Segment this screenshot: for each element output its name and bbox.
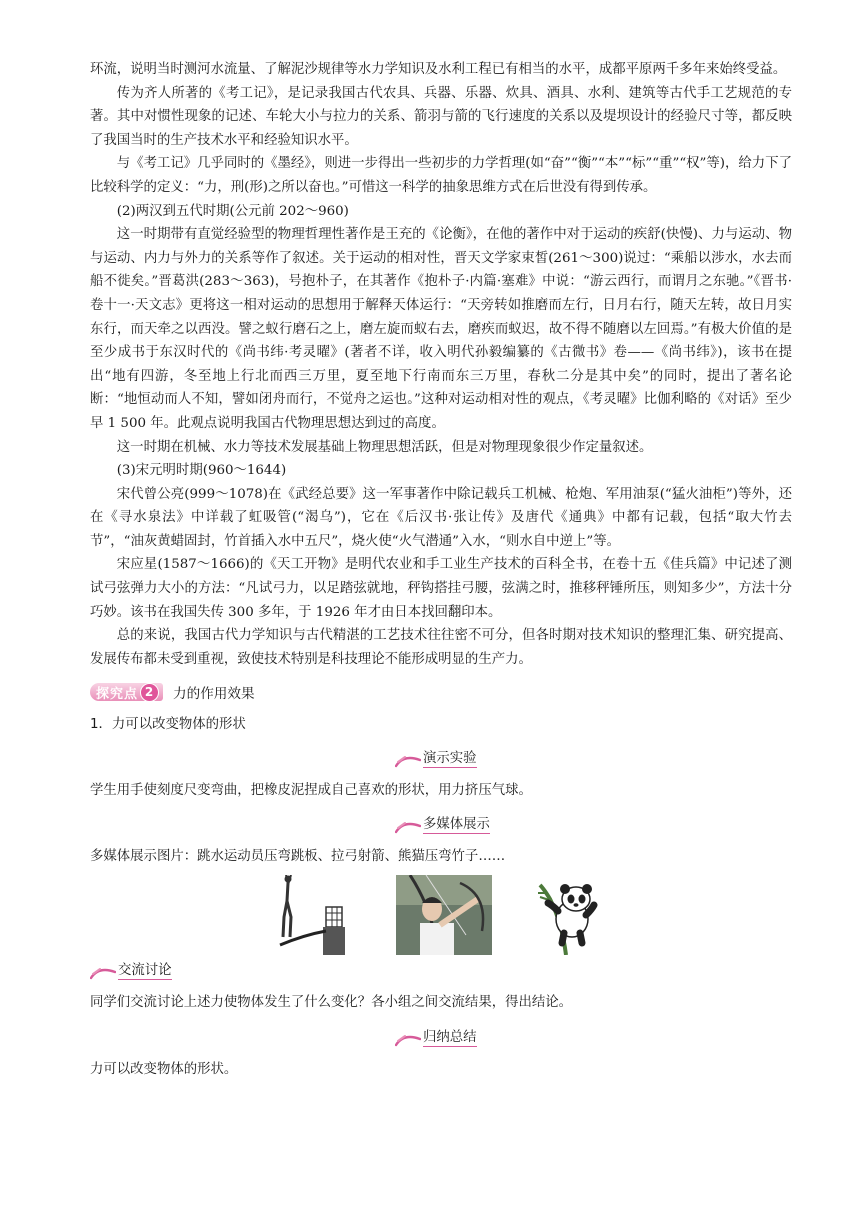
paragraph: (3)宋元明时期(960～1644) bbox=[116, 463, 287, 479]
section-label-media: 多媒体展示 bbox=[423, 817, 490, 833]
section-discuss bbox=[90, 963, 792, 989]
probe-badge-label: 探究点 bbox=[96, 686, 139, 702]
body-text bbox=[90, 58, 792, 671]
probe-number: 2 bbox=[140, 683, 159, 702]
section-summary bbox=[90, 1030, 792, 1056]
pen-icon bbox=[395, 1033, 421, 1047]
paragraph: 这一时期带有直觉经验型的物理哲理性著作是王充的《论衡》，在他的著作中对于运动的疾舒(快慢)、力与运动、物与运动、内力与外力的关系等作了叙述。关于运动的相对性，晋天文学家束皙(261～300)说过：“乘船以涉水，水去而船不徙矣。”晋葛洪(283～363)，号抱朴子，在其著作《抱朴子·内篇·塞难》中说：“游云西行，而谓月之东驰。”《晋书·卷十一·天文志》更将这一相对运动的思想用于解释天体运行：“天旁转如推磨而左行，日月右行，随天左转，故日月实东行，而天牵之以西没。譬之蚁行磨石之上，磨左旋而蚁右去，磨疾而蚁迟，故不得不随磨以左回焉。”有极大价值的是至少成书于东汉时代的《尚书纬·考灵曜》(著者不详，收入明代孙毅编纂的《古微书》卷——《尚书纬》)，该书在提出“地有四游，冬至地上行北而西三万里，夏至地下行南而东三万里，春秋二分是其中矣”的同时，提出了著名论断：“地恒动而人不知，譬如闭舟而行，不觉舟之运也。”这种对运动相对性的观点，《考灵曜》比伽利略的《对话》至少早 1 500 年。此观点说明我国古代物理思想达到过的高度。 bbox=[90, 227, 792, 431]
paragraph: 传为齐人所著的《考工记》，是记录我国古代农具、兵器、乐器、炊具、酒具、水利、建筑等古代手工艺规范的专著。其中对惯性现象的记述、车轮大小与拉力的关系、箭羽与箭的飞行速度的关系以及堤坝设计的经验尺寸等，都反映了我国当时的生产技术水平和经验知识水平。 bbox=[90, 85, 792, 148]
paragraph: (2)两汉到五代时期(公元前 202～960) bbox=[116, 203, 349, 219]
subheading: 1．力可以改变物体的形状 bbox=[90, 717, 246, 733]
paragraph: 环流，说明当时测河水流量、了解泥沙规律等水力学知识及水利工程已有相当的水平，成都平原两千多年来始终受益。 bbox=[90, 62, 787, 77]
demo-text: 学生用手使刻度尺变弯曲，把橡皮泥捏成自己喜欢的形状，用力挤压气球。 bbox=[90, 783, 532, 799]
section-label-discuss: 交流讨论 bbox=[118, 962, 172, 978]
media-text: 多媒体展示图片：跳水运动员压弯跳板、拉弓射箭、熊猫压弯竹子…… bbox=[90, 849, 506, 865]
section-demo bbox=[90, 751, 792, 777]
document-page bbox=[90, 58, 792, 1082]
section-media bbox=[90, 817, 792, 843]
paragraph: 宋应星(1587～1666)的《天工开物》是明代农业和手工业生产技术的百科全书，在卷十五《佳兵篇》中记述了测试弓弦弹力大小的方法：“凡试弓力，以足踏弦就地，秤钩搭挂弓腰，弦满之时，推移秤锤所压，则知多少”，方法十分巧妙。该书在我国失传 300 多年，于 1926 年才由日本找回翻印本。 bbox=[90, 557, 792, 620]
section-label-demo: 演示实验 bbox=[423, 751, 477, 767]
image-row bbox=[90, 875, 792, 955]
paragraph: 宋代曾公亮(999～1078)在《武经总要》这一军事著作中除记载兵工机械、枪炮、军用油泵(“猛火油柜”)等外，还在《寻水泉法》中详载了虹吸管(“渴乌”)，它在《后汉书·张让传》及唐代《通典》中都有记载，包括“取大竹去节”，“油灰黄蜡固封，竹首插入水中五尺”，烧火使“火气潜通”入水，“则水自中逆上”等。 bbox=[90, 486, 792, 549]
pen-icon bbox=[395, 820, 421, 834]
paragraph: 总的来说，我国古代力学知识与古代精湛的工艺技术往往密不可分，但各时期对技术知识的整理汇集、研究提高、发展传布都未受到重视，致使技术特别是科技理论不能形成明显的生产力。 bbox=[90, 628, 792, 667]
panda-bending-bamboo-image bbox=[536, 875, 598, 955]
summary-text: 力可以改变物体的形状。 bbox=[90, 1062, 238, 1078]
section-label-summary: 归纳总结 bbox=[423, 1030, 477, 1046]
archer-image bbox=[396, 875, 492, 955]
probe-badge bbox=[90, 683, 163, 701]
paragraph: 与《考工记》几乎同时的《墨经》，则进一步得出一些初步的力学哲理(如“奋”“衡”“本”“标”“重”“权”等)，给力下了比较科学的定义：“力，刑(形)之所以奋也。”可惜这一科学的抽象思维方式在后世没有得到传承。 bbox=[90, 156, 792, 195]
pen-icon bbox=[395, 754, 421, 768]
paragraph: 这一时期在机械、水力等技术发展基础上物理思想活跃，但是对物理现象很少作定量叙述。 bbox=[116, 439, 653, 455]
probe-point-header bbox=[90, 679, 792, 705]
probe-title: 力的作用效果 bbox=[173, 686, 255, 703]
pen-icon bbox=[90, 966, 116, 980]
diver-on-springboard-image bbox=[276, 875, 348, 955]
discuss-text: 同学们交流讨论上述力使物体发生了什么变化？各小组之间交流结果，得出结论。 bbox=[90, 994, 573, 1010]
